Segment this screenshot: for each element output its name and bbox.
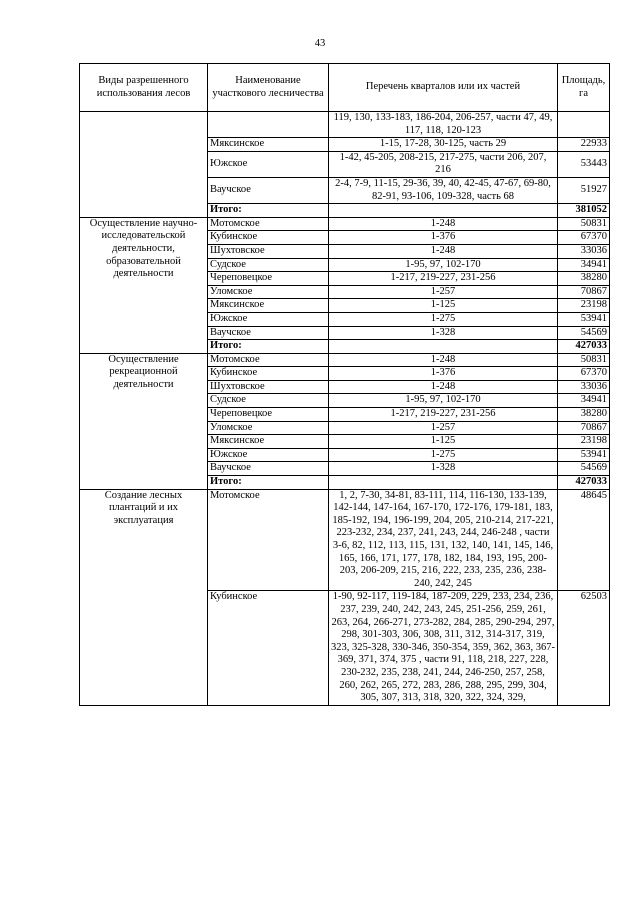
forestry-cell: Мяксинское <box>208 435 329 449</box>
page-number: 43 <box>314 38 326 49</box>
forestry-cell: Южское <box>208 448 329 462</box>
use-cell-recreation: Осуществление рекреационной деятельности <box>80 353 208 489</box>
area-cell: 54569 <box>558 462 610 476</box>
quarters-cell: 1-257 <box>329 421 558 435</box>
forestry-cell: Южское <box>208 151 329 177</box>
forestry-cell: Ваучское <box>208 326 329 340</box>
forestry-cell: Кубинское <box>208 231 329 245</box>
quarters-cell: 1-125 <box>329 435 558 449</box>
table-row <box>80 217 610 231</box>
area-cell: 51927 <box>558 177 610 203</box>
area-cell: 53941 <box>558 312 610 326</box>
total-label: Итого: <box>208 476 329 490</box>
forestry-cell: Ваучское <box>208 177 329 203</box>
area-cell: 23198 <box>558 435 610 449</box>
header-quarters: Перечень кварталов или их частей <box>329 64 558 112</box>
area-cell: 38280 <box>558 272 610 286</box>
quarters-cell: 2-4, 7-9, 11-15, 29-36, 39, 40, 42-45, 47-67, 69-80, 82-91, 93-106, 109-328, часть 68 <box>329 177 558 203</box>
quarters-cell: 119, 130, 133-183, 186-204, 206-257, части 47, 49, 117, 118, 120-123 <box>329 112 558 138</box>
quarters-cell: 1, 2, 7-30, 34-81, 83-111, 114, 116-130, 133-139, 142-144, 147-164, 167-170, 172-176, 179-181, 183, 185-192, 194, 196-199, 204, 205, 210-214, 217-221, 223-232, 234, 237, 241, 243, 244, 246-248 , части 3-6, 82, 112, 113, 115, 131, 132, 140, 141, 145, 146, 165, 166, 171, 177, 178, 182, 184, 193, 195, 200-203, 206-209, 215, 216, 222, 233, 235, 236, 238-240, 242, 245 <box>329 489 558 591</box>
quarters-cell: 1-217, 219-227, 231-256 <box>329 408 558 422</box>
quarters-cell: 1-90, 92-117, 119-184, 187-209, 229, 233, 234, 236, 237, 239, 240, 242, 243, 245, 251-256, 259, 261, 263, 264, 266-271, 273-282, 284, 285, 290-294, 297, 298, 301-303, 306, 308, 311, 312, 314-317, 319, 323, 325-328, 330-346, 350-354, 359, 362, 363, 367-369, 371, 374, 375 , части 91, 118, 218, 227, 228, 230-232, 235, 238, 241, 244, 246-250, 257, 258, 260, 262, 265, 272, 283, 286, 288, 295, 299, 304, 305, 307, 313, 318, 320, 322, 324, 329, <box>329 591 558 705</box>
area-cell: 50831 <box>558 217 610 231</box>
quarters-cell: 1-125 <box>329 299 558 313</box>
table-row <box>80 353 610 367</box>
use-cell-continued <box>80 112 208 218</box>
quarters-cell: 1-15, 17-28, 30-125, часть 29 <box>329 138 558 152</box>
area-cell: 48645 <box>558 489 610 591</box>
quarters-cell: 1-95, 97, 102-170 <box>329 394 558 408</box>
area-cell: 62503 <box>558 591 610 705</box>
header-forestry: Наименование участкового лесничества <box>208 64 329 112</box>
forestry-cell: Мяксинское <box>208 138 329 152</box>
forestry-cell: Уломское <box>208 421 329 435</box>
total-label: Итого: <box>208 340 329 354</box>
quarters-cell: 1-376 <box>329 231 558 245</box>
quarters-cell: 1-275 <box>329 448 558 462</box>
quarters-cell: 1-248 <box>329 244 558 258</box>
area-cell: 53443 <box>558 151 610 177</box>
quarters-cell: 1-376 <box>329 367 558 381</box>
quarters-cell: 1-275 <box>329 312 558 326</box>
forestry-cell: Мотомское <box>208 489 329 591</box>
total-label: Итого: <box>208 204 329 218</box>
total-area: 381052 <box>558 204 610 218</box>
table-header-row <box>80 64 610 112</box>
table-row <box>80 112 610 138</box>
area-cell: 34941 <box>558 394 610 408</box>
quarters-cell: 1-328 <box>329 462 558 476</box>
area-cell: 34941 <box>558 258 610 272</box>
forestry-cell: Судское <box>208 394 329 408</box>
forestry-cell: Шухтовское <box>208 244 329 258</box>
total-quarters-empty <box>329 204 558 218</box>
forestry-cell: Череповецкое <box>208 408 329 422</box>
area-cell <box>558 112 610 138</box>
forestry-cell: Череповецкое <box>208 272 329 286</box>
forestry-cell: Кубинское <box>208 367 329 381</box>
forestry-cell: Кубинское <box>208 591 329 705</box>
quarters-cell: 1-217, 219-227, 231-256 <box>329 272 558 286</box>
area-cell: 33036 <box>558 380 610 394</box>
forestry-cell: Судское <box>208 258 329 272</box>
area-cell: 50831 <box>558 353 610 367</box>
forestry-cell: Ваучское <box>208 462 329 476</box>
forestry-cell: Шухтовское <box>208 380 329 394</box>
area-cell: 67370 <box>558 231 610 245</box>
forestry-cell: Мяксинское <box>208 299 329 313</box>
forestry-cell: Уломское <box>208 285 329 299</box>
quarters-cell: 1-257 <box>329 285 558 299</box>
header-use: Виды разрешенного использования лесов <box>80 64 208 112</box>
area-cell: 70867 <box>558 421 610 435</box>
quarters-cell: 1-248 <box>329 217 558 231</box>
area-cell: 33036 <box>558 244 610 258</box>
quarters-cell: 1-248 <box>329 380 558 394</box>
area-cell: 67370 <box>558 367 610 381</box>
use-cell-science: Осуществление научно-исследовательской деятельности, образовательной деятельности <box>80 217 208 353</box>
forestry-cell: Мотомское <box>208 353 329 367</box>
quarters-cell: 1-328 <box>329 326 558 340</box>
total-area: 427033 <box>558 476 610 490</box>
area-cell: 22933 <box>558 138 610 152</box>
forestry-cell: Мотомское <box>208 217 329 231</box>
quarters-cell: 1-248 <box>329 353 558 367</box>
header-area: Площадь, га <box>558 64 610 112</box>
area-cell: 53941 <box>558 448 610 462</box>
forestry-cell: Южское <box>208 312 329 326</box>
area-cell: 23198 <box>558 299 610 313</box>
quarters-cell: 1-42, 45-205, 208-215, 217-275, части 206, 207, 216 <box>329 151 558 177</box>
total-area: 427033 <box>558 340 610 354</box>
forest-use-table <box>79 63 610 706</box>
total-quarters-empty <box>329 476 558 490</box>
area-cell: 38280 <box>558 408 610 422</box>
area-cell: 54569 <box>558 326 610 340</box>
table-row <box>80 489 610 591</box>
use-cell-plantations: Создание лесных плантаций и их эксплуатация <box>80 489 208 705</box>
total-quarters-empty <box>329 340 558 354</box>
area-cell: 70867 <box>558 285 610 299</box>
quarters-cell: 1-95, 97, 102-170 <box>329 258 558 272</box>
forestry-cell <box>208 112 329 138</box>
